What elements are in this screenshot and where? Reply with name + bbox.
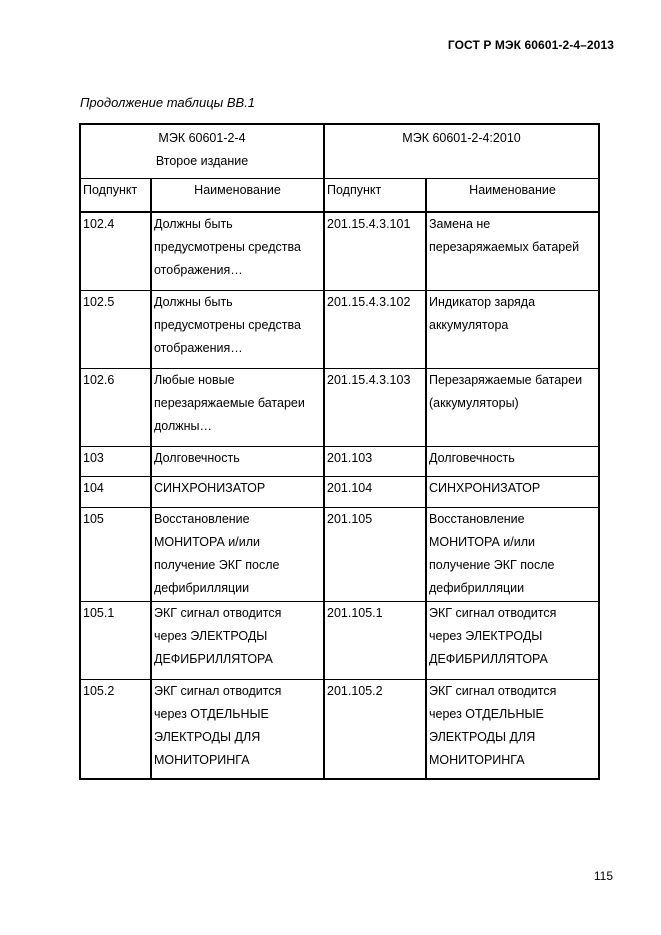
table-caption: Продолжение таблицы ВВ.1 — [80, 95, 256, 110]
column-header: Подпункт — [80, 179, 151, 213]
cell-line: Замена не — [429, 217, 491, 231]
cell-line: ЭКГ сигнал отводится — [154, 606, 282, 620]
table-row — [80, 508, 599, 602]
cell-line: МОНИТОРА и/или — [429, 535, 535, 549]
cell-line: через ОТДЕЛЬНЫЕ — [429, 707, 544, 721]
cell-subclause-new: 201.105.1 — [324, 602, 426, 680]
left-group-header — [80, 124, 324, 179]
table-row — [80, 212, 599, 291]
cell-title-new — [426, 369, 599, 447]
cell-line: ДЕФИБРИЛЛЯТОРА — [154, 652, 273, 666]
cell-subclause-old: 102.4 — [80, 212, 151, 291]
cell-subclause-old: 105.1 — [80, 602, 151, 680]
cell-line: Должны быть — [154, 217, 233, 231]
cell-title-old — [151, 680, 324, 780]
cell-subclause-new: 201.15.4.3.101 — [324, 212, 426, 291]
cell-line: СИНХРОНИЗАТОР — [429, 481, 541, 495]
right-group-header: МЭК 60601-2-4:2010 — [324, 124, 599, 179]
cell-line: аккумулятора — [429, 318, 509, 332]
table-row — [80, 680, 599, 780]
cell-title-new — [426, 602, 599, 680]
cell-line: получение ЭКГ после — [154, 558, 280, 572]
cell-line: должны… — [154, 419, 213, 433]
cell-title-new — [426, 212, 599, 291]
table-row — [80, 291, 599, 369]
cell-subclause-new: 201.15.4.3.103 — [324, 369, 426, 447]
cell-line: Восстановление — [429, 512, 525, 526]
cell-title-old — [151, 602, 324, 680]
cell-line: через ОТДЕЛЬНЫЕ — [154, 707, 269, 721]
cell-title-new — [426, 508, 599, 602]
cell-line: перезаряжаемых батарей — [429, 240, 580, 254]
left-group-edition: Второе издание — [155, 154, 249, 168]
cell-line: СИНХРОНИЗАТОР — [154, 481, 266, 495]
cell-line: предусмотрены средства — [154, 318, 301, 332]
cell-subclause-old: 105 — [80, 508, 151, 602]
cell-subclause-old: 105.2 — [80, 680, 151, 780]
cell-title-new — [426, 447, 599, 477]
cell-line: получение ЭКГ после — [429, 558, 555, 572]
cell-line: предусмотрены средства — [154, 240, 301, 254]
cell-line: Перезаряжаемые батареи — [429, 373, 583, 387]
cell-line: Восстановление — [154, 512, 250, 526]
cell-title-new — [426, 291, 599, 369]
cell-line: дефибрилляции — [429, 581, 525, 595]
column-header: Наименование — [426, 179, 599, 213]
cell-subclause-new: 201.15.4.3.102 — [324, 291, 426, 369]
cell-line: Долговечность — [429, 451, 515, 465]
cell-subclause-new: 201.103 — [324, 447, 426, 477]
cell-subclause-new: 201.104 — [324, 477, 426, 508]
cell-line: Любые новые — [154, 373, 235, 387]
cell-subclause-new: 201.105.2 — [324, 680, 426, 780]
group-header-row — [80, 124, 599, 179]
table-row — [80, 447, 599, 477]
cell-title-old — [151, 212, 324, 291]
cell-title-old — [151, 508, 324, 602]
cell-line: ЭКГ сигнал отводится — [429, 606, 557, 620]
cell-title-new — [426, 477, 599, 508]
cell-subclause-old: 104 — [80, 477, 151, 508]
left-group-standard: МЭК 60601-2-4 — [158, 131, 246, 145]
cell-line: Долговечность — [154, 451, 240, 465]
cell-line: ДЕФИБРИЛЛЯТОРА — [429, 652, 548, 666]
cell-title-old — [151, 291, 324, 369]
cell-line: ЭЛЕКТРОДЫ ДЛЯ — [429, 730, 536, 744]
cell-title-new — [426, 680, 599, 780]
comparison-table — [79, 123, 600, 780]
cell-line: МОНИТОРА и/или — [154, 535, 260, 549]
cell-line: ЭКГ сигнал отводится — [429, 684, 557, 698]
cell-line: отображения… — [154, 263, 243, 277]
cell-line: отображения… — [154, 341, 243, 355]
cell-line: МОНИТОРИНГА — [429, 753, 525, 767]
table-row — [80, 369, 599, 447]
column-header: Наименование — [151, 179, 324, 213]
cell-subclause-old: 102.6 — [80, 369, 151, 447]
document-header: ГОСТ Р МЭК 60601-2-4–2013 — [447, 38, 614, 52]
cell-line: через ЭЛЕКТРОДЫ — [154, 629, 268, 643]
cell-subclause-new: 201.105 — [324, 508, 426, 602]
table-row — [80, 602, 599, 680]
cell-line: Должны быть — [154, 295, 233, 309]
column-header: Подпункт — [324, 179, 426, 213]
cell-line: перезаряжаемые батареи — [154, 396, 305, 410]
cell-line: МОНИТОРИНГА — [154, 753, 250, 767]
cell-line: (аккумуляторы) — [429, 396, 519, 410]
cell-title-old — [151, 369, 324, 447]
cell-line: дефибрилляции — [154, 581, 250, 595]
cell-line: Индикатор заряда — [429, 295, 536, 309]
cell-line: через ЭЛЕКТРОДЫ — [429, 629, 543, 643]
cell-title-old — [151, 447, 324, 477]
cell-line: ЭЛЕКТРОДЫ ДЛЯ — [154, 730, 261, 744]
cell-subclause-old: 103 — [80, 447, 151, 477]
cell-subclause-old: 102.5 — [80, 291, 151, 369]
cell-line: ЭКГ сигнал отводится — [154, 684, 282, 698]
cell-title-old — [151, 477, 324, 508]
column-header-row — [80, 179, 599, 213]
table-row — [80, 477, 599, 508]
page-number: 115 — [593, 869, 613, 883]
